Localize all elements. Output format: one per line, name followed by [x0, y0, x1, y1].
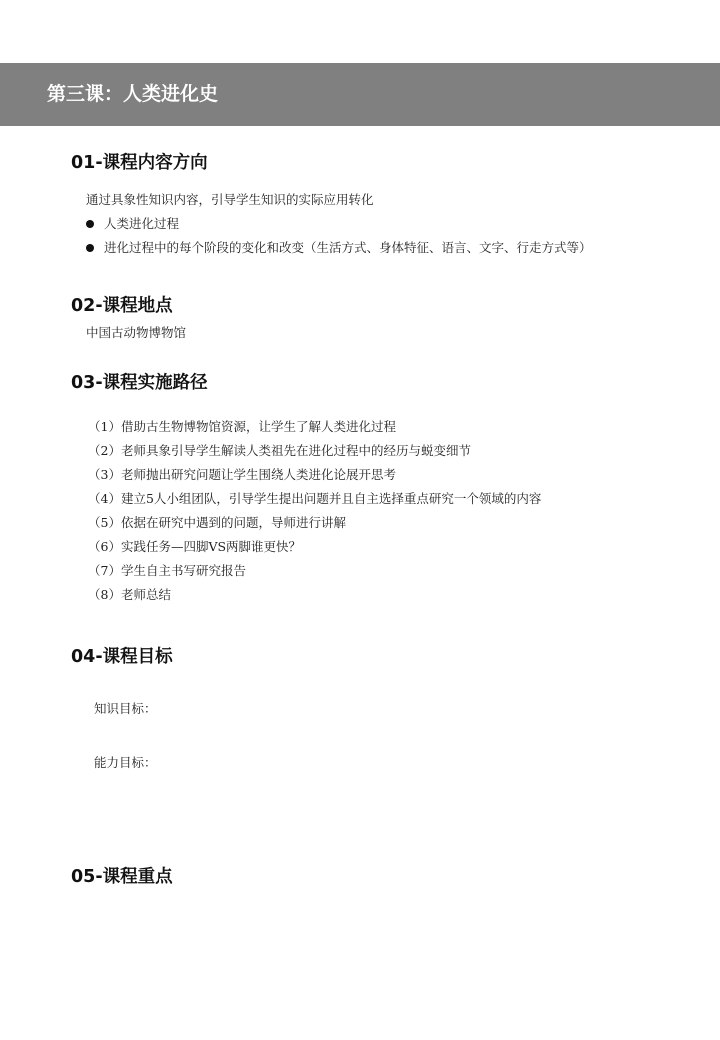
section-heading-implementation-path: 03-课程实施路径 [71, 373, 208, 393]
step-item: （3）老师抛出研究问题让学生围绕人类进化论展开思考 [88, 467, 396, 482]
lesson-title: 第三课：人类进化史 [47, 83, 219, 105]
step-item: （8）老师总结 [88, 587, 171, 602]
lesson-banner [0, 63, 720, 126]
step-item: （5）依据在研究中遇到的问题，导师进行讲解 [88, 515, 346, 530]
section-heading-content-direction: 01-课程内容方向 [71, 153, 208, 173]
step-item: （2）老师具象引导学生解读人类祖先在进化过程中的经历与蜕变细节 [88, 443, 471, 458]
section-heading-objectives: 04-课程目标 [71, 647, 173, 667]
bullet-text: 人类进化过程 [104, 216, 180, 231]
step-item: （7）学生自主书写研究报告 [88, 563, 246, 578]
step-item: （1）借助古生物博物馆资源，让学生了解人类进化过程 [88, 419, 396, 434]
bullet-text: 进化过程中的每个阶段的变化和改变（生活方式、身体特征、语言、文字、行走方式等） [104, 240, 592, 255]
bullet-icon [86, 220, 94, 228]
ability-objective-label: 能力目标： [94, 755, 157, 770]
section-heading-location: 02-课程地点 [71, 296, 173, 316]
knowledge-objective-label: 知识目标： [94, 701, 157, 716]
section-heading-key-points: 05-课程重点 [71, 867, 173, 887]
step-item: （6）实践任务—四脚VS两脚谁更快？ [88, 539, 302, 554]
bullet-icon [86, 244, 94, 252]
course-location: 中国古动物博物馆 [86, 325, 187, 340]
content-direction-intro: 通过具象性知识内容，引导学生知识的实际应用转化 [86, 192, 374, 207]
step-item: （4）建立5人小组团队，引导学生提出问题并且自主选择重点研究一个领域的内容 [88, 491, 542, 506]
